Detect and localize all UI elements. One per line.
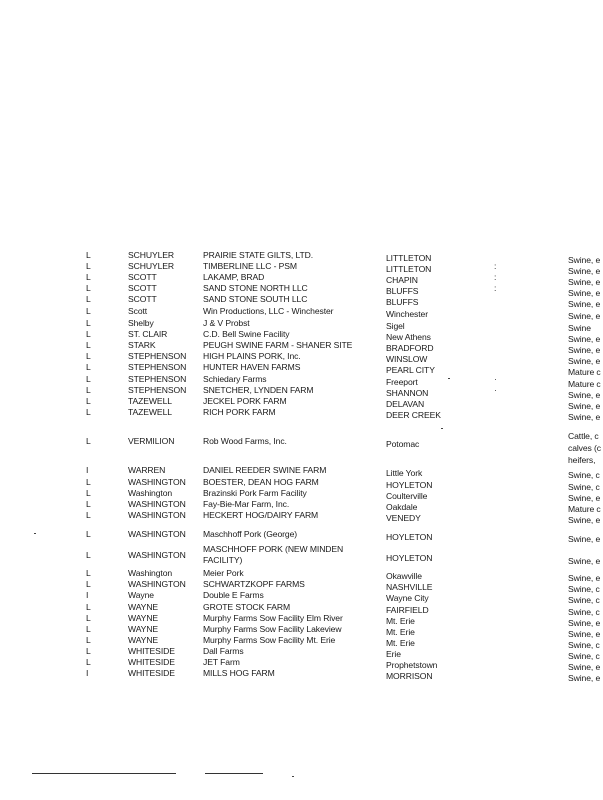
table-row (0, 351, 603, 366)
license-flag: L (86, 250, 91, 260)
table-row (0, 488, 603, 503)
facility-name-cell: JECKEL PORK FARM (203, 396, 287, 406)
county-cell: TAZEWELL (128, 407, 172, 417)
county-cell: Wayne (128, 590, 154, 600)
city-cell: HOYLETON (386, 480, 433, 490)
city-cell: WINSLOW (386, 354, 428, 364)
facility-name-cell: Maschhoff Pork (George) (203, 529, 298, 539)
row-mark: : (494, 261, 497, 271)
license-flag: L (86, 396, 91, 406)
row-mark: · (494, 385, 497, 395)
animal-type-cell: Swine, e (568, 401, 601, 411)
animal-type-cell: Swine, e (568, 515, 601, 525)
county-cell: Washington (128, 568, 173, 578)
license-flag: L (86, 477, 91, 487)
license-flag: L (86, 624, 91, 634)
table-row (0, 544, 603, 566)
county-cell: SCOTT (128, 294, 157, 304)
table-row (0, 465, 603, 480)
facility-name-cell: J & V Probst (203, 318, 250, 328)
license-flag: L (86, 362, 91, 372)
animal-type-cell: Swine, e (568, 356, 601, 366)
table-row (0, 329, 603, 344)
license-flag: L (86, 306, 91, 316)
animal-type-cell: Swine, e (568, 556, 601, 566)
animal-type-cell: Swine, e (568, 673, 601, 683)
city-cell: SHANNON (386, 388, 429, 398)
facility-name-cell: C.D. Bell Swine Facility (203, 329, 290, 339)
license-flag: L (86, 294, 91, 304)
facility-name-cell: Win Productions, LLC - Winchester (203, 306, 334, 316)
animal-type-cell: Swine, e (568, 288, 601, 298)
license-flag: L (86, 488, 91, 498)
table-row (0, 407, 603, 422)
scan-speck (441, 428, 443, 429)
animal-type-cell: Mature c (568, 367, 601, 377)
table-row (0, 340, 603, 355)
table-row (0, 261, 603, 276)
city-cell: MORRISON (386, 671, 433, 681)
table-row (0, 602, 603, 617)
animal-type-cell: Swine, e (568, 311, 601, 321)
license-flag: L (86, 613, 91, 623)
table-row (0, 635, 603, 650)
row-mark: : (494, 272, 497, 282)
county-cell: STEPHENSON (128, 362, 187, 372)
animal-type-cell: Swine, e (568, 534, 601, 544)
city-cell: Mt. Erie (386, 638, 415, 648)
scan-speck (292, 776, 294, 777)
city-cell: Oakdale (386, 502, 418, 512)
facility-name-cell: MASCHHOFF PORK (NEW MINDEN FACILITY) (203, 544, 344, 565)
license-flag: L (86, 272, 91, 282)
county-cell: SCOTT (128, 272, 157, 282)
county-cell: STARK (128, 340, 156, 350)
city-cell: CHAPIN (386, 275, 418, 285)
county-cell: TAZEWELL (128, 396, 172, 406)
county-cell: WASHINGTON (128, 529, 186, 539)
table-row (0, 306, 603, 321)
facility-name-cell: Schiedary Farms (203, 374, 267, 384)
animal-type-cell: calves (c (568, 443, 602, 453)
animal-type-cell: Swine, e (568, 255, 601, 265)
county-cell: WHITESIDE (128, 668, 175, 678)
facility-name-cell: PRAIRIE STATE GILTS, LTD. (203, 250, 314, 260)
license-flag: L (86, 385, 91, 395)
animal-type-cell: Swine, c (568, 482, 600, 492)
city-cell: PEARL CITY (386, 365, 435, 375)
city-cell: Coulterville (386, 491, 428, 501)
city-cell: DELAVAN (386, 399, 425, 409)
animal-type-cell: Swine, e (568, 493, 601, 503)
animal-type-cell: Swine, e (568, 412, 601, 422)
city-cell: Little York (386, 468, 423, 478)
table-row (0, 579, 603, 594)
license-flag: L (86, 657, 91, 667)
license-flag: L (86, 529, 91, 539)
county-cell: WASHINGTON (128, 499, 186, 509)
county-cell: Washington (128, 488, 173, 498)
animal-type-cell: Cattle, c (568, 431, 599, 441)
city-cell: New Athens (386, 332, 431, 342)
table-row (0, 272, 603, 287)
city-cell: LITTLETON (386, 264, 432, 274)
facility-name-cell: BOESTER, DEAN HOG FARM (203, 477, 319, 487)
table-row (0, 657, 603, 672)
table-row (0, 613, 603, 628)
city-cell: BLUFFS (386, 297, 419, 307)
facility-name-cell: SAND STONE SOUTH LLC (203, 294, 308, 304)
facility-name-cell: HIGH PLAINS PORK, Inc. (203, 351, 301, 361)
facility-name-cell: Meier Pork (203, 568, 244, 578)
city-cell: NASHVILLE (386, 582, 433, 592)
city-cell: HOYLETON (386, 553, 433, 563)
table-row (0, 318, 603, 333)
county-cell: STEPHENSON (128, 385, 187, 395)
animal-type-cell: heifers, (568, 455, 596, 465)
animal-type-cell: Swine, c (568, 470, 600, 480)
county-cell: SCHUYLER (128, 261, 174, 271)
facility-name-cell: Murphy Farms Sow Facility Mt. Erie (203, 635, 336, 645)
license-flag: L (86, 499, 91, 509)
animal-type-cell: Swine, e (568, 266, 601, 276)
county-cell: STEPHENSON (128, 351, 187, 361)
animal-type-cell: Swine, e (568, 334, 601, 344)
county-cell: WAYNE (128, 602, 159, 612)
animal-type-cell: Swine, c (568, 607, 600, 617)
license-flag: I (86, 668, 89, 678)
animal-type-cell: Swine, c (568, 640, 600, 650)
license-flag: L (86, 568, 91, 578)
table-row (0, 283, 603, 298)
animal-type-cell: Swine, e (568, 629, 601, 639)
license-flag: L (86, 550, 91, 560)
facility-name-cell: MILLS HOG FARM (203, 668, 275, 678)
scan-speck (34, 533, 36, 534)
facility-name-cell: Dall Farms (203, 646, 244, 656)
table-row (0, 624, 603, 639)
footer-rule (32, 773, 176, 774)
animal-type-cell: Swine, e (568, 299, 601, 309)
county-cell: WASHINGTON (128, 579, 186, 589)
facility-name-cell: Rob Wood Farms, Inc. (203, 436, 287, 446)
license-flag: I (86, 465, 89, 475)
table-row (0, 477, 603, 492)
city-cell: Freeport (386, 377, 418, 387)
facility-name-cell: HECKERT HOG/DAIRY FARM (203, 510, 319, 520)
row-mark: · (494, 374, 497, 384)
animal-type-cell: Swine, c (568, 595, 600, 605)
county-cell: WAYNE (128, 613, 159, 623)
city-cell: Okawville (386, 571, 422, 581)
license-flag: L (86, 510, 91, 520)
table-row (0, 646, 603, 661)
animal-type-cell: Swine, c (568, 584, 600, 594)
table-row (0, 250, 603, 265)
facility-name-cell: PEUGH SWINE FARM - SHANER SITE (203, 340, 353, 350)
table-row (0, 590, 603, 605)
facility-name-cell: JET Farm (203, 657, 240, 667)
city-cell: Prophetstown (386, 660, 438, 670)
facility-name-cell: SNETCHER, LYNDEN FARM (203, 385, 314, 395)
license-flag: I (86, 590, 89, 600)
city-cell: BLUFFS (386, 286, 419, 296)
facility-name-cell: Fay-Bie-Mar Farm, Inc. (203, 499, 290, 509)
city-cell: DEER CREEK (386, 410, 441, 420)
license-flag: L (86, 318, 91, 328)
animal-type-cell: Swine, e (568, 662, 601, 672)
county-cell: WARREN (128, 465, 166, 475)
county-cell: STEPHENSON (128, 374, 187, 384)
facility-name-cell: Brazinski Pork Farm Facility (203, 488, 307, 498)
animal-type-cell: Mature c (568, 504, 601, 514)
animal-type-cell: Swine, e (568, 573, 601, 583)
table-row (0, 362, 603, 377)
city-cell: Erie (386, 649, 401, 659)
table-row (0, 294, 603, 309)
county-cell: WHITESIDE (128, 657, 175, 667)
table-row (0, 668, 603, 683)
row-mark: : (494, 283, 497, 293)
animal-type-cell: Swine, e (568, 618, 601, 628)
license-flag: L (86, 646, 91, 656)
facility-name-cell: SAND STONE NORTH LLC (203, 283, 308, 293)
license-flag: L (86, 283, 91, 293)
county-cell: WAYNE (128, 635, 159, 645)
county-cell: VERMILION (128, 436, 175, 446)
county-cell: SCOTT (128, 283, 157, 293)
license-flag: L (86, 635, 91, 645)
facility-name-cell: LAKAMP, BRAD (203, 272, 265, 282)
county-cell: ST. CLAIR (128, 329, 168, 339)
city-cell: Wayne City (386, 593, 429, 603)
facility-name-cell: HUNTER HAVEN FARMS (203, 362, 301, 372)
license-flag: L (86, 351, 91, 361)
table-row (0, 385, 603, 400)
facility-name-cell: Murphy Farms Sow Facility Lakeview (203, 624, 342, 634)
table-row (0, 443, 603, 454)
table-row (0, 396, 603, 411)
city-cell: Mt. Erie (386, 627, 415, 637)
county-cell: SCHUYLER (128, 250, 174, 260)
license-flag: L (86, 436, 91, 446)
license-flag: L (86, 329, 91, 339)
table-row (0, 374, 603, 389)
license-flag: L (86, 261, 91, 271)
facility-name-cell: SCHWARTZKOPF FARMS (203, 579, 305, 589)
license-flag: L (86, 602, 91, 612)
city-cell: Sigel (386, 321, 405, 331)
license-flag: L (86, 579, 91, 589)
animal-type-cell: Swine, c (568, 651, 600, 661)
city-cell: BRADFORD (386, 343, 434, 353)
county-cell: Scott (128, 306, 148, 316)
city-cell: VENEDY (386, 513, 421, 523)
facility-name-cell: Double E Farms (203, 590, 264, 600)
animal-type-cell: Swine, e (568, 277, 601, 287)
license-flag: L (86, 407, 91, 417)
county-cell: WASHINGTON (128, 550, 186, 560)
county-cell: Shelby (128, 318, 154, 328)
county-cell: WAYNE (128, 624, 159, 634)
county-cell: WHITESIDE (128, 646, 175, 656)
license-flag: L (86, 340, 91, 350)
animal-type-cell: Swine, e (568, 345, 601, 355)
footer-rule (205, 773, 263, 774)
table-row (0, 529, 603, 544)
scan-speck (448, 378, 450, 379)
facility-name-cell: TIMBERLINE LLC - PSM (203, 261, 297, 271)
animal-type-cell: Mature c (568, 379, 601, 389)
city-cell: FAIRFIELD (386, 605, 429, 615)
city-cell: Potomac (386, 439, 420, 449)
table-row (0, 568, 603, 583)
table-row (0, 499, 603, 514)
animal-type-cell: Swine, e (568, 390, 601, 400)
facility-name-cell: GROTE STOCK FARM (203, 602, 291, 612)
animal-type-cell: Swine (568, 323, 591, 333)
city-cell: Winchester (386, 309, 428, 319)
license-flag: L (86, 374, 91, 384)
facility-name-cell: Murphy Farms Sow Facility Elm River (203, 613, 343, 623)
city-cell: Mt. Erie (386, 616, 415, 626)
county-cell: WASHINGTON (128, 477, 186, 487)
facility-name-cell: RICH PORK FARM (203, 407, 276, 417)
facility-name-cell: DANIEL REEDER SWINE FARM (203, 465, 327, 475)
county-cell: WASHINGTON (128, 510, 186, 520)
city-cell: LITTLETON (386, 253, 432, 263)
city-cell: HOYLETON (386, 532, 433, 542)
table-row (0, 510, 603, 525)
